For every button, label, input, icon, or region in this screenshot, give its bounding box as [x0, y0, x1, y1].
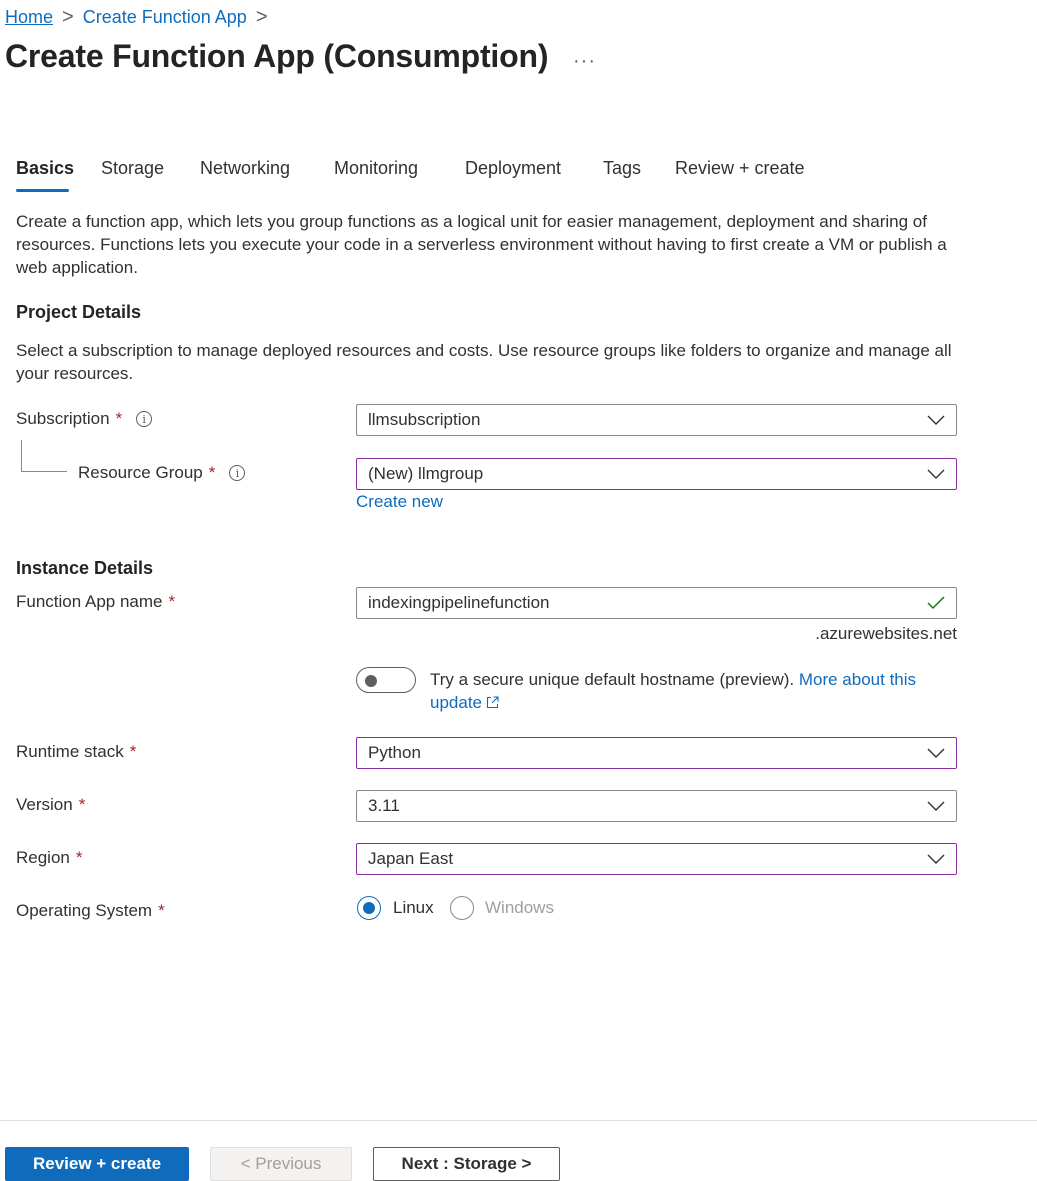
- tab-deployment[interactable]: Deployment: [465, 158, 562, 178]
- toggle-knob: [365, 675, 377, 687]
- version-label: [16, 795, 85, 815]
- breadcrumb-home-link[interactable]: Home: [5, 6, 54, 27]
- hostname-toggle-text: Try a secure unique default hostname (preview).: [430, 670, 795, 689]
- breadcrumb-chevron-icon: >: [255, 6, 268, 28]
- function-app-name-input[interactable]: [356, 587, 957, 619]
- required-marker: *: [129, 742, 137, 761]
- os-linux-label[interactable]: Linux: [393, 898, 434, 917]
- required-marker: *: [168, 592, 176, 611]
- required-marker: *: [78, 795, 86, 814]
- review-create-button[interactable]: Review + create: [5, 1147, 189, 1181]
- instance-details-heading: Instance Details: [16, 558, 154, 578]
- create-new-link[interactable]: Create new: [356, 492, 443, 511]
- runtime-stack-label-text: Runtime stack: [16, 742, 124, 761]
- domain-suffix: .azurewebsites.net: [815, 624, 957, 643]
- info-icon[interactable]: i: [136, 411, 152, 427]
- region-value: Japan East: [368, 849, 454, 868]
- chevron-down-icon: [916, 738, 956, 768]
- chevron-down-icon: [916, 405, 956, 435]
- region-label-text: Region: [16, 848, 70, 867]
- more-options-icon[interactable]: ···: [573, 50, 596, 72]
- footer-divider: [0, 1120, 1037, 1121]
- chevron-down-icon: [916, 791, 956, 821]
- os-windows-label[interactable]: Windows: [485, 898, 554, 917]
- info-icon[interactable]: i: [229, 465, 245, 481]
- operating-system-label-text: Operating System: [16, 901, 153, 920]
- tab-review-create[interactable]: Review + create: [675, 158, 805, 178]
- previous-button[interactable]: < Previous: [210, 1147, 352, 1181]
- resource-group-value: (New) llmgroup: [368, 464, 484, 483]
- external-link-icon: [486, 692, 499, 715]
- runtime-stack-label: [16, 742, 136, 762]
- region-label: [16, 848, 83, 868]
- tab-basics[interactable]: Basics: [16, 158, 75, 178]
- function-app-name-label-text: Function App name: [16, 592, 163, 611]
- region-dropdown[interactable]: [356, 843, 957, 875]
- page-title: Create Function App (Consumption): [5, 38, 549, 74]
- resource-group-label-text: Resource Group: [78, 463, 203, 482]
- version-value: 3.11: [368, 796, 400, 815]
- breadcrumb-chevron-icon: >: [62, 6, 74, 28]
- subscription-label: [16, 409, 152, 429]
- hostname-toggle-description: [430, 668, 960, 715]
- required-marker: *: [75, 848, 83, 867]
- required-marker: *: [115, 409, 123, 428]
- hostname-toggle[interactable]: [356, 667, 416, 693]
- breadcrumb: [5, 5, 277, 29]
- breadcrumb-current-link[interactable]: Create Function App: [82, 6, 247, 27]
- tab-storage[interactable]: Storage: [101, 158, 165, 178]
- subscription-label-text: Subscription: [16, 409, 110, 428]
- project-details-heading: Project Details: [16, 302, 142, 322]
- more-about-update-link-text: More about this update: [430, 670, 917, 712]
- next-storage-button[interactable]: Next : Storage >: [373, 1147, 560, 1181]
- intro-description: Create a function app, which lets you group functions as a logical unit for easier management, deployment and sharing of resources. Functions lets you execute your code in a serverless environment without having to first create a VM or publish a web application.: [16, 212, 947, 277]
- subscription-dropdown[interactable]: [356, 404, 957, 436]
- required-marker: *: [208, 463, 216, 482]
- runtime-stack-dropdown[interactable]: [356, 737, 957, 769]
- function-app-name-value: indexingpipelinefunction: [368, 593, 550, 612]
- tab-networking[interactable]: Networking: [200, 158, 291, 178]
- function-app-name-label: [16, 592, 175, 612]
- active-tab-indicator: [16, 189, 69, 192]
- tab-tags[interactable]: Tags: [603, 158, 642, 178]
- version-dropdown[interactable]: [356, 790, 957, 822]
- resource-group-label: [78, 463, 245, 483]
- operating-system-label: [16, 901, 165, 921]
- tab-monitoring[interactable]: Monitoring: [334, 158, 419, 178]
- checkmark-icon: [916, 588, 956, 618]
- project-details-description: Select a subscription to manage deployed resources and costs. Use resource groups like folders to organize and manage all your resources.: [16, 341, 952, 383]
- os-windows-radio[interactable]: [450, 896, 474, 920]
- resource-group-dropdown[interactable]: [356, 458, 957, 490]
- tree-connector: [21, 440, 67, 472]
- required-marker: *: [158, 901, 165, 920]
- chevron-down-icon: [916, 844, 956, 874]
- os-linux-radio[interactable]: [357, 896, 381, 920]
- chevron-down-icon: [916, 459, 956, 489]
- version-label-text: Version: [16, 795, 73, 814]
- subscription-value: llmsubscription: [368, 410, 481, 429]
- runtime-stack-value: Python: [368, 743, 421, 762]
